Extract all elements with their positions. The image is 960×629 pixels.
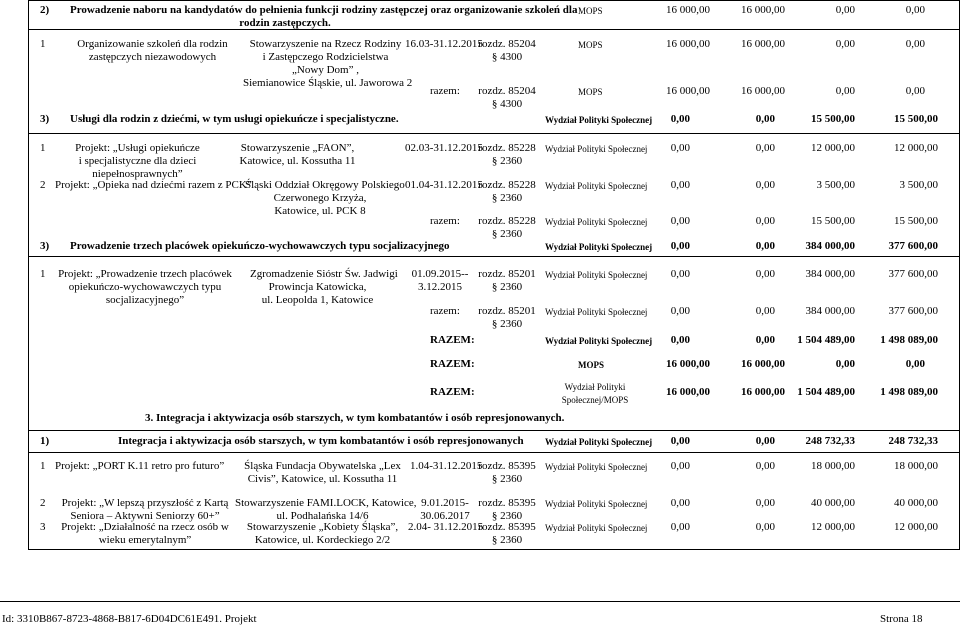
classification: rozdz. 85228 § 2360 xyxy=(478,215,536,240)
classification: rozdz. 85204 § 4300 xyxy=(478,85,536,110)
date-range: 9.01.2015- 30.06.2017 xyxy=(420,497,470,522)
funding-source: MOPS xyxy=(578,360,604,370)
amount-2: 16 000,00 xyxy=(741,4,785,16)
funding-source: MOPS xyxy=(578,40,603,50)
funding-source: Wydział Polityki Społecznej/MOPS xyxy=(561,382,629,405)
amount-2: 0,00 xyxy=(755,142,775,154)
amount-3: 12 000,00 xyxy=(811,142,855,154)
amount-4: 15 500,00 xyxy=(894,113,938,125)
amount-4: 18 000,00 xyxy=(894,460,938,472)
amount-3: 18 000,00 xyxy=(811,460,855,472)
amount-3: 0,00 xyxy=(835,4,855,16)
organization: Stowarzyszenie na Rzecz Rodziny i Zastępczego Rodzicielstwa „Nowy Dom” , Siemianowice Śląskie, ul. Jaworowa 2 xyxy=(243,38,413,89)
row-number: 1 xyxy=(40,142,46,154)
section-title: Usługi dla rodzin z dziećmi, w tym usługi opiekuńcze i specjalistyczne. xyxy=(70,113,399,125)
amount-2: 0,00 xyxy=(755,334,775,346)
funding-source: Wydział Polityki Społecznej xyxy=(545,336,653,346)
table-border xyxy=(28,452,959,453)
date-range: 02.03-31.12.2015 xyxy=(405,142,483,154)
section-number: 1) xyxy=(40,435,50,447)
classification: rozdz. 85395 § 2360 xyxy=(478,521,536,546)
amount-1: 0,00 xyxy=(670,521,690,533)
grand-total-label: RAZEM: xyxy=(430,386,475,398)
task-name: Projekt: „Prowadzenie trzech placówek opiekuńczo-wychowawczych typu socjalizacyjnego” xyxy=(58,268,232,306)
amount-3: 0,00 xyxy=(835,358,855,370)
funding-source: Wydział Polityki Społecznej xyxy=(545,523,648,533)
amount-2: 16 000,00 xyxy=(741,85,785,97)
amount-1: 0,00 xyxy=(670,215,690,227)
amount-3: 3 500,00 xyxy=(816,179,855,191)
section-number: 3) xyxy=(40,240,50,252)
amount-1: 0,00 xyxy=(670,268,690,280)
amount-2: 0,00 xyxy=(755,497,775,509)
amount-3: 1 504 489,00 xyxy=(797,386,855,398)
amount-2: 0,00 xyxy=(755,215,775,227)
amount-4: 12 000,00 xyxy=(894,142,938,154)
row-number: 3 xyxy=(40,521,46,533)
amount-4: 15 500,00 xyxy=(894,215,938,227)
footer-rule xyxy=(0,601,960,602)
task-name: Projekt: „Usługi opiekuńcze i specjalistyczne dla dzieci niepełnosprawnych” xyxy=(75,142,200,180)
funding-source: Wydział Polityki Społecznej xyxy=(545,242,653,252)
amount-2: 0,00 xyxy=(755,521,775,533)
classification: rozdz. 85228 § 2360 xyxy=(478,179,536,204)
amount-3: 384 000,00 xyxy=(805,305,855,317)
task-name: Projekt: „W lepszą przyszłość z Kartą Seniora – Aktywni Seniorzy 60+” xyxy=(61,497,229,522)
section-number: 3) xyxy=(40,113,50,125)
grand-total-label: RAZEM: xyxy=(430,358,475,370)
subtotal-label: razem: xyxy=(430,215,460,227)
amount-2: 0,00 xyxy=(755,268,775,280)
amount-2: 0,00 xyxy=(755,305,775,317)
amount-1: 16 000,00 xyxy=(666,358,710,370)
amount-1: 0,00 xyxy=(670,460,690,472)
section-title: Prowadzenie trzech placówek opiekuńczo-wychowawczych typu socjalizacyjnego xyxy=(70,240,450,252)
chapter-heading: 3. Integracja i aktywizacja osób starszych, w tym kombatantów i osób represjonowanych. xyxy=(145,412,565,424)
amount-1: 16 000,00 xyxy=(666,4,710,16)
funding-source: Wydział Polityki Społecznej xyxy=(545,270,648,280)
amount-1: 0,00 xyxy=(670,142,690,154)
table-border xyxy=(28,0,29,550)
section-number: 2) xyxy=(40,4,50,16)
row-number: 2 xyxy=(40,179,46,191)
amount-1: 0,00 xyxy=(670,305,690,317)
date-range: 1.04-31.12.2015 xyxy=(410,460,483,472)
organization: Śląska Fundacja Obywatelska „Lex Civis”, Katowice, ul. Kossutha 11 xyxy=(244,460,401,485)
task-name: Projekt: „Działalność na rzecz osób w wieku emerytalnym” xyxy=(61,521,229,546)
amount-4: 40 000,00 xyxy=(894,497,938,509)
date-range: 01.04-31.12.2015 xyxy=(405,179,483,191)
amount-1: 16 000,00 xyxy=(666,38,710,50)
amount-1: 0,00 xyxy=(670,113,690,125)
organization: Stowarzyszenie „Kobiety Śląska”, Katowice, ul. Kordeckiego 2/2 xyxy=(246,521,399,546)
amount-4: 377 600,00 xyxy=(888,305,938,317)
amount-3: 15 500,00 xyxy=(811,113,855,125)
classification: rozdz. 85228 § 2360 xyxy=(478,142,536,167)
amount-2: 0,00 xyxy=(755,460,775,472)
section-title: Integracja i aktywizacja osób starszych, w tym kombatantów i osób represjonowanych xyxy=(118,435,524,447)
funding-source: Wydział Polityki Społecznej xyxy=(545,181,648,191)
amount-1: 0,00 xyxy=(670,435,690,447)
funding-source: MOPS xyxy=(578,6,603,16)
organization: Stowarzyszenie FAMI.LOCK, Katowice, ul. Podhalańska 14/6 xyxy=(235,497,417,522)
table-border xyxy=(28,256,959,257)
amount-1: 16 000,00 xyxy=(666,386,710,398)
amount-2: 0,00 xyxy=(755,435,775,447)
funding-source: Wydział Polityki Społecznej xyxy=(545,307,648,317)
amount-2: 16 000,00 xyxy=(741,386,785,398)
organization: Stowarzyszenie „FAON”, Katowice, ul. Kossutha 11 xyxy=(239,142,356,167)
funding-source: MOPS xyxy=(578,87,603,97)
classification: rozdz. 85204 § 4300 xyxy=(478,38,536,63)
amount-3: 1 504 489,00 xyxy=(797,334,855,346)
amount-1: 0,00 xyxy=(670,334,690,346)
date-range: 2.04- 31.12.2015 xyxy=(408,521,484,533)
amount-1: 16 000,00 xyxy=(666,85,710,97)
amount-4: 0,00 xyxy=(905,358,925,370)
table-border xyxy=(28,133,959,134)
amount-3: 384 000,00 xyxy=(805,240,855,252)
row-number: 1 xyxy=(40,38,46,50)
amount-2: 0,00 xyxy=(755,240,775,252)
grand-total-label: RAZEM: xyxy=(430,334,475,346)
row-number: 1 xyxy=(40,460,46,472)
date-range: 16.03-31.12.2015 xyxy=(405,38,483,50)
amount-3: 384 000,00 xyxy=(805,268,855,280)
amount-4: 12 000,00 xyxy=(894,521,938,533)
amount-4: 1 498 089,00 xyxy=(880,386,938,398)
section-title: Prowadzenie naboru na kandydatów do pełnienia funkcji rodziny zastępczej oraz organizowanie szkoleń dla rodzin zastępczych. xyxy=(70,4,578,29)
page-number: Strona 18 xyxy=(880,613,923,625)
funding-source: Wydział Polityki Społecznej xyxy=(545,462,648,472)
funding-source: Wydział Polityki Społecznej xyxy=(545,115,653,125)
amount-4: 0,00 xyxy=(905,4,925,16)
table-border xyxy=(28,0,959,1)
task-name: Projekt: „Opieka nad dziećmi razem z PCK” xyxy=(55,179,252,191)
amount-1: 0,00 xyxy=(670,240,690,252)
amount-3: 12 000,00 xyxy=(811,521,855,533)
classification: rozdz. 85201 § 2360 xyxy=(478,305,536,330)
amount-2: 16 000,00 xyxy=(741,38,785,50)
amount-4: 248 732,33 xyxy=(888,435,938,447)
subtotal-label: razem: xyxy=(430,85,460,97)
organization: Zgromadzenie Sióstr Św. Jadwigi Prowincja Katowicka, ul. Leopolda 1, Katowice xyxy=(250,268,398,306)
amount-4: 0,00 xyxy=(905,85,925,97)
amount-3: 0,00 xyxy=(835,85,855,97)
amount-3: 40 000,00 xyxy=(811,497,855,509)
task-name: Organizowanie szkoleń dla rodzin zastępczych niezawodowych xyxy=(77,38,228,63)
funding-source: Wydział Polityki Społecznej xyxy=(545,144,648,154)
funding-source: Wydział Polityki Społecznej xyxy=(545,437,653,447)
amount-2: 0,00 xyxy=(755,113,775,125)
classification: rozdz. 85201 § 2360 xyxy=(478,268,536,293)
amount-4: 1 498 089,00 xyxy=(880,334,938,346)
amount-3: 248 732,33 xyxy=(805,435,855,447)
date-range: 01.09.2015-- 3.12.2015 xyxy=(411,268,469,293)
row-number: 2 xyxy=(40,497,46,509)
document-id: Id: 3310B867-8723-4868-B817-6D04DC61E491. Projekt xyxy=(2,613,257,625)
amount-2: 16 000,00 xyxy=(741,358,785,370)
classification: rozdz. 85395 § 2360 xyxy=(478,460,536,485)
table-border xyxy=(28,549,959,550)
amount-1: 0,00 xyxy=(670,179,690,191)
amount-2: 0,00 xyxy=(755,179,775,191)
amount-3: 15 500,00 xyxy=(811,215,855,227)
amount-4: 0,00 xyxy=(905,38,925,50)
row-number: 1 xyxy=(40,268,46,280)
funding-source: Wydział Polityki Społecznej xyxy=(545,217,648,227)
organization: Śląski Oddział Okręgowy Polskiego Czerwonego Krzyża, Katowice, ul. PCK 8 xyxy=(245,179,405,217)
amount-4: 3 500,00 xyxy=(899,179,938,191)
task-name: Projekt: „PORT K.11 retro pro futuro” xyxy=(55,460,225,472)
amount-4: 377 600,00 xyxy=(888,268,938,280)
amount-1: 0,00 xyxy=(670,497,690,509)
funding-source: Wydział Polityki Społecznej xyxy=(545,499,648,509)
amount-4: 377 600,00 xyxy=(888,240,938,252)
table-border xyxy=(28,430,959,431)
subtotal-label: razem: xyxy=(430,305,460,317)
classification: rozdz. 85395 § 2360 xyxy=(478,497,536,522)
amount-3: 0,00 xyxy=(835,38,855,50)
